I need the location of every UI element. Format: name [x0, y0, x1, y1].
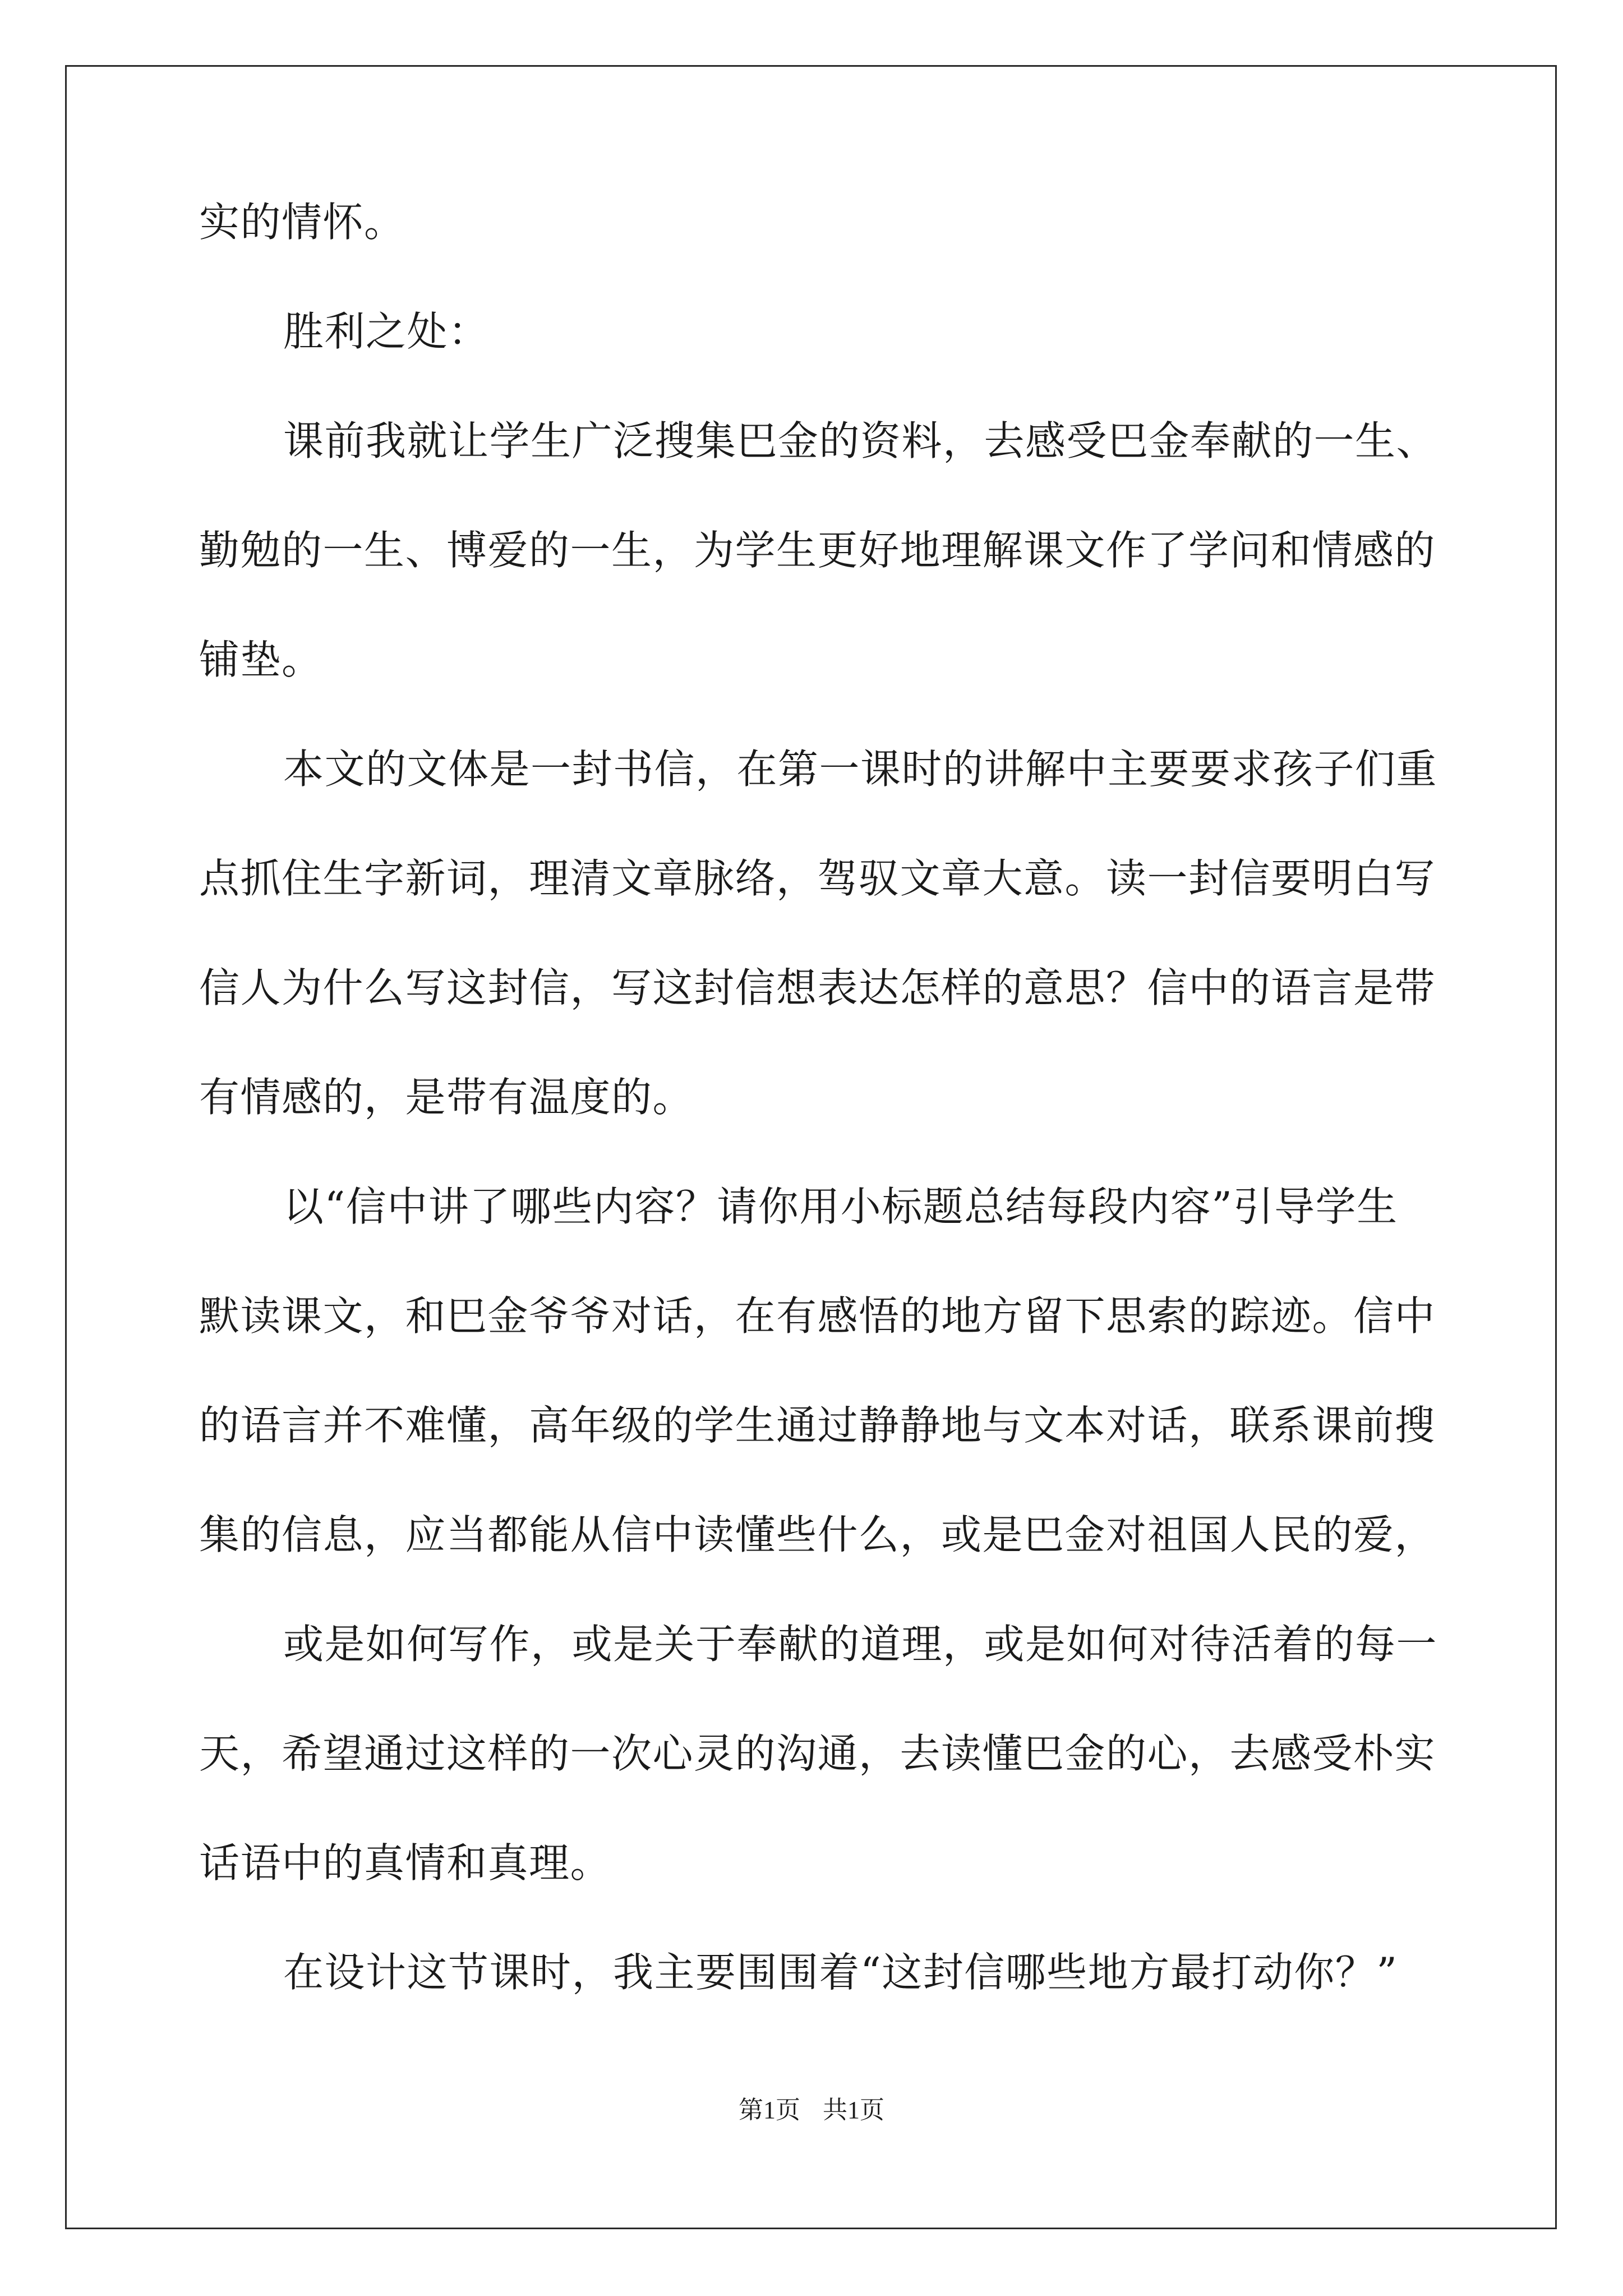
text-line-7: 点抓住生字新词，理清文章脉络，驾驭文章大意。读一封信要明白写 [199, 855, 1436, 902]
text-line-9: 有情感的，是带有温度的。 [199, 1074, 694, 1121]
text-line-16: 话语中的真情和真理。 [199, 1839, 612, 1887]
page-number-current: 第1页 [739, 2096, 800, 2124]
text-line-6: 本文的文体是一封书信，在第一课时的讲解中主要要求孩子们重 [283, 746, 1438, 793]
text-line-3: 课前我就让学生广泛搜集巴金的资料，去感受巴金奉献的一生、 [283, 417, 1438, 464]
text-line-14: 或是如何写作，或是关于奉献的道理，或是如何对待活着的每一 [283, 1621, 1438, 1668]
text-line-4: 勤勉的一生、博爱的一生，为学生更好地理解课文作了学问和情感的 [199, 527, 1436, 574]
text-line-11: 默读课文，和巴金爷爷对话，在有感悟的地方留下思索的踪迹。信中 [199, 1292, 1436, 1340]
text-line-15: 天，希望通过这样的一次心灵的沟通，去读懂巴金的心，去感受朴实 [199, 1730, 1436, 1777]
text-line-5: 铺垫。 [199, 636, 323, 683]
text-line-8: 信人为什么写这封信，写这封信想表达怎样的意思？信中的语言是带 [199, 964, 1436, 1011]
text-line-10: 以“信中讲了哪些内容？请你用小标题总结每段内容”引导学生 [283, 1183, 1398, 1230]
text-line-17: 在设计这节课时，我主要围围着“这封信哪些地方最打动你？” [283, 1949, 1398, 1996]
text-line-1: 实的情怀。 [199, 199, 405, 246]
page-footer [0, 2090, 1623, 2125]
text-line-2: 胜利之处： [283, 308, 490, 355]
page-number-total: 共1页 [823, 2096, 884, 2124]
text-line-13: 集的信息，应当都能从信中读懂些什么，或是巴金对祖国人民的爱， [199, 1511, 1436, 1558]
document-body [199, 199, 1438, 2062]
text-line-12: 的语言并不难懂，高年级的学生通过静静地与文本对话，联系课前搜 [199, 1402, 1436, 1449]
